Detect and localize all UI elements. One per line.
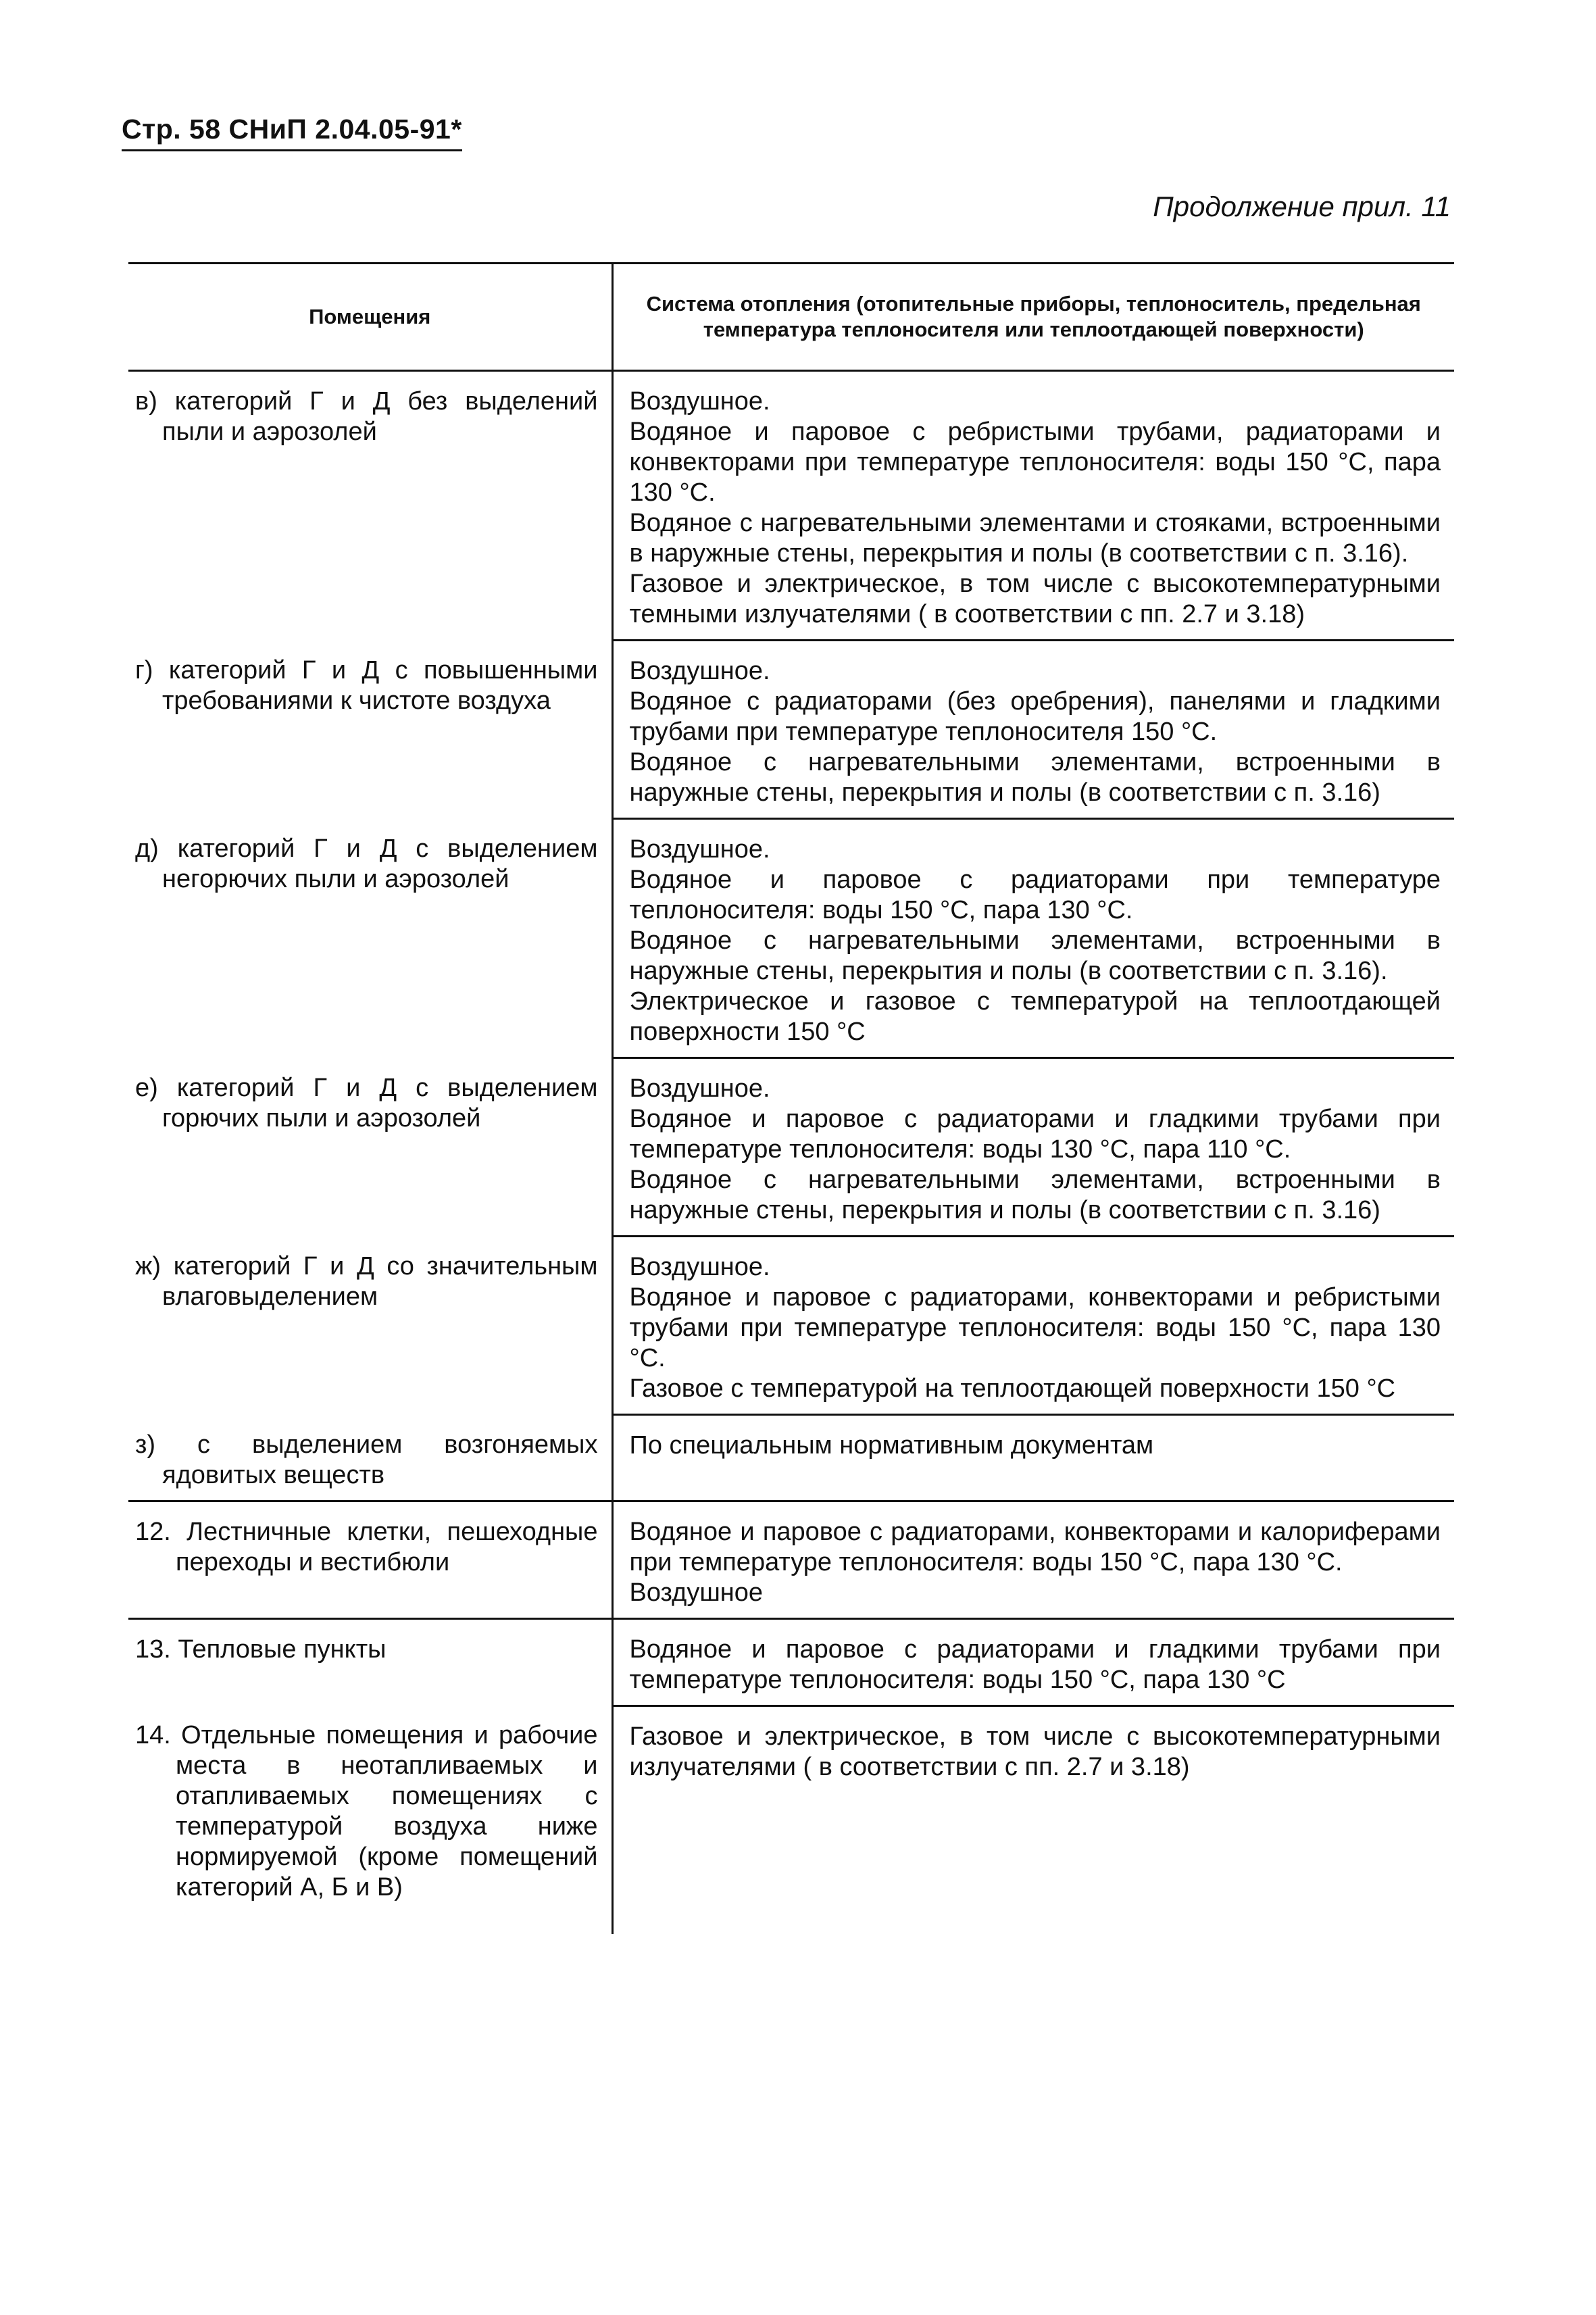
heating-line: По специальным нормативным документам [629, 1431, 1154, 1460]
heating-line: Воздушное. [629, 1253, 770, 1281]
heating-line: Водяное и паровое с радиаторами при температуре теплоносителя: воды 150 °С, пара 130 °С. [629, 866, 1441, 924]
room-cell: д) категорий Г и Д с выделением негорючих пыли и аэрозолей [135, 834, 598, 893]
table-row [128, 1501, 1454, 1618]
page-reference-header: Стр. 58 СНиП 2.04.05-91* [122, 114, 462, 151]
table-row [128, 1237, 1454, 1415]
room-cell: в) категорий Г и Д без выделений пыли и аэрозолей [135, 387, 598, 446]
heating-line: Газовое и электрическое, в том числе с высокотемпературными темными излучателями ( в соответствии с пп. 2.7 и 3.18) [629, 570, 1441, 628]
room-cell: ж) категорий Г и Д со значительным влаговыделением [135, 1251, 598, 1311]
heating-line: Воздушное. [629, 657, 770, 685]
heating-line: Водяное и паровое с радиаторами и гладкими трубами при температуре теплоносителя: воды 130 °С, пара 110 °С. [629, 1105, 1441, 1164]
room-cell: е) категорий Г и Д с выделением горючих пыли и аэрозолей [135, 1073, 598, 1132]
heating-line: Водяное с нагревательными элементами и стояками, встроенными в наружные стены, перекрытия и полы (в соответствии с п. 3.16). [629, 509, 1441, 568]
room-cell: 14. Отдельные помещения и рабочие места в неотапливаемых и отапливаемых помещениях с температурой воздуха ниже нормируемой (кроме помещений категорий А, Б и В) [135, 1721, 598, 1901]
heating-line: Водяное и паровое с радиаторами и гладкими трубами при температуре теплоносителя: воды 150 °С, пара 130 °С [629, 1635, 1441, 1694]
heating-line: Газовое с температурой на теплоотдающей поверхности 150 °С [629, 1374, 1396, 1403]
table-row [128, 641, 1454, 819]
room-cell: г) категорий Г и Д с повышенными требованиями к чистоте воздуха [135, 655, 598, 715]
room-cell: 12. Лестничные клетки, пешеходные переходы и вестибюли [128, 1501, 612, 1618]
heating-line: Водяное с нагревательными элементами, встроенными в наружные стены, перекрытия и полы (в соответствии с п. 3.16) [629, 748, 1441, 807]
heating-cell [612, 1618, 1454, 1706]
table-row [128, 1058, 1454, 1237]
heating-line: Водяное с нагревательными элементами, встроенными в наружные стены, перекрытия и полы (в соответствии с п. 3.16). [629, 926, 1441, 985]
heating-cell [612, 1237, 1454, 1415]
heating-line: Водяное и паровое с радиаторами, конвекторами и ребристыми трубами при температуре теплоносителя: воды 150 °С, пара 130 °С. [629, 1283, 1441, 1372]
room-cell: з) с выделением возгоняемых ядовитых веществ [128, 1415, 612, 1501]
heating-line: Воздушное. [629, 387, 770, 416]
heating-cell [612, 1058, 1454, 1237]
heating-cell [612, 371, 1454, 641]
table-row [128, 371, 1454, 641]
table-row [128, 1618, 1454, 1706]
table-header-row [128, 264, 1454, 371]
heating-line: Водяное и паровое с радиаторами, конвекторами и калориферами при температуре теплоносителя: воды 150 °С, пара 130 °С. [629, 1517, 1441, 1576]
column-header-heating-system: Система отопления (отопительные приборы, теплоноситель, предельная температура теплоносителя или теплоотдающей поверхности) [612, 264, 1454, 371]
heating-line: Водяное с нагревательными элементами, встроенными в наружные стены, перекрытия и полы (в соответствии с п. 3.16) [629, 1166, 1441, 1224]
table-row [128, 1706, 1454, 1934]
heating-cell [612, 641, 1454, 819]
table-row [128, 819, 1454, 1058]
heating-line: Воздушное. [629, 835, 770, 864]
heating-cell [612, 1415, 1454, 1501]
column-header-rooms: Помещения [128, 264, 612, 371]
heating-line: Воздушное [629, 1578, 764, 1607]
heating-line: Электрическое и газовое с температурой на теплоотдающей поверхности 150 °С [629, 987, 1441, 1046]
heating-systems-table [128, 262, 1454, 1934]
heating-cell [612, 819, 1454, 1058]
heating-line: Воздушное. [629, 1074, 770, 1103]
continuation-label: Продолжение прил. 11 [1153, 191, 1451, 222]
heating-line: Водяное и паровое с ребристыми трубами, радиаторами и конвекторами при температуре теплоносителя: воды 150 °С, пара 130 °С. [629, 418, 1441, 507]
heating-cell [612, 1501, 1454, 1618]
heating-cell [612, 1706, 1454, 1934]
table-row [128, 1415, 1454, 1501]
room-cell: 13. Тепловые пункты [135, 1635, 386, 1664]
heating-line: Водяное с радиаторами (без оребрения), панелями и гладкими трубами при температуре теплоносителя 150 °С. [629, 687, 1441, 746]
heating-line: Газовое и электрическое, в том числе с высокотемпературными излучателями ( в соответствии с пп. 2.7 и 3.18) [629, 1722, 1441, 1781]
